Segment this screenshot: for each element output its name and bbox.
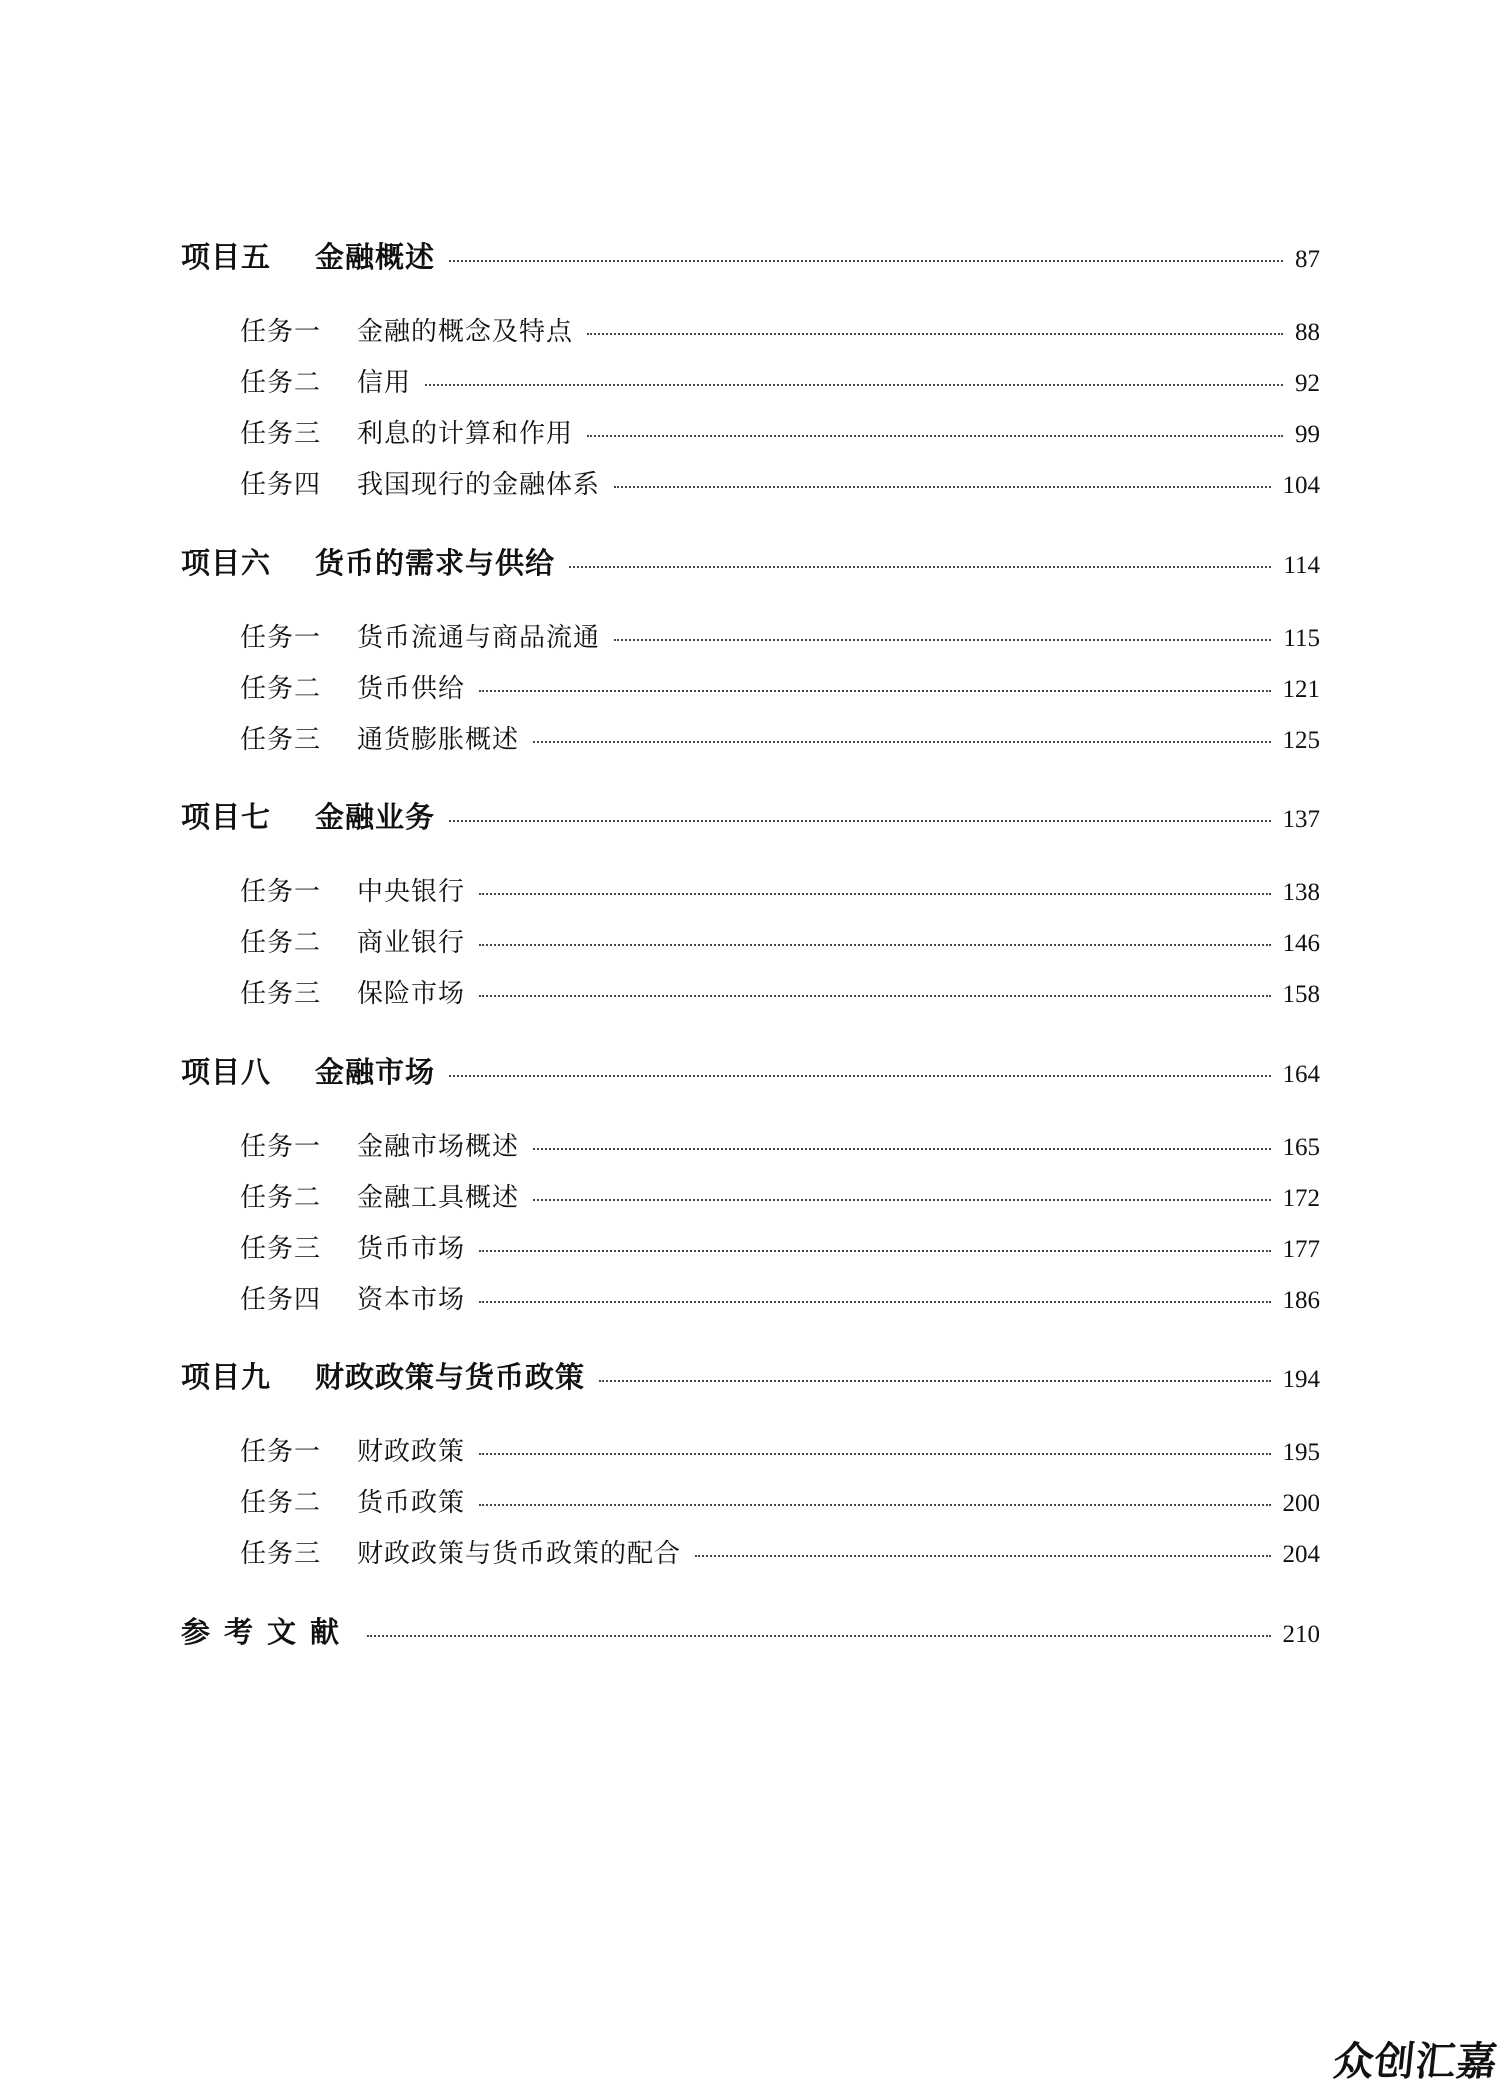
task-label: 任务二 — [240, 1183, 322, 1213]
toc-task-row[interactable] — [240, 1236, 1320, 1262]
dot-leader — [479, 1453, 1270, 1455]
task-label: 任务一 — [240, 877, 322, 907]
task-title: 金融市场概述 — [357, 1132, 520, 1162]
page-number: 195 — [1282, 1439, 1320, 1466]
toc-task-row[interactable] — [240, 981, 1320, 1007]
project-title: 金融市场 — [315, 1055, 436, 1089]
toc-task-row[interactable] — [240, 1439, 1320, 1465]
page-number: 99 — [1295, 421, 1320, 448]
task-title: 利息的计算和作用 — [357, 419, 574, 449]
project-title: 金融概述 — [315, 240, 436, 274]
references-label: 参考文献 — [181, 1615, 354, 1649]
page-number: 138 — [1282, 879, 1320, 906]
task-title: 货币流通与商品流通 — [357, 623, 601, 653]
dot-leader — [599, 1380, 1270, 1382]
task-label: 任务一 — [240, 1132, 322, 1162]
dot-leader — [479, 944, 1270, 946]
task-label: 任务二 — [240, 368, 322, 398]
watermark-logo: 众创汇嘉 — [1331, 2039, 1501, 2085]
dot-leader — [479, 893, 1270, 895]
task-title: 商业银行 — [357, 928, 466, 958]
toc-task-row[interactable] — [240, 879, 1320, 905]
project-label: 项目五 — [181, 240, 272, 274]
dot-leader — [449, 820, 1270, 822]
task-title: 财政政策与货币政策的配合 — [357, 1539, 682, 1569]
task-label: 任务二 — [240, 674, 322, 704]
task-label: 任务二 — [240, 1488, 322, 1518]
project-label: 项目七 — [181, 800, 272, 834]
toc-task-row[interactable] — [240, 1185, 1320, 1211]
dot-leader — [367, 1635, 1270, 1637]
page-number: 137 — [1282, 806, 1320, 833]
toc-task-row[interactable] — [240, 370, 1320, 396]
task-title: 保险市场 — [357, 979, 466, 1009]
project-label: 项目六 — [181, 546, 272, 580]
task-title: 货币政策 — [357, 1488, 466, 1518]
dot-leader — [614, 486, 1270, 488]
task-label: 任务一 — [240, 623, 322, 653]
page-number: 125 — [1282, 727, 1320, 754]
task-label: 任务三 — [240, 1234, 322, 1264]
page-number: 88 — [1295, 319, 1320, 346]
dot-leader — [479, 1301, 1270, 1303]
page-number: 200 — [1282, 1490, 1320, 1517]
page-number: 177 — [1282, 1236, 1320, 1263]
task-title: 通货膨胀概述 — [357, 725, 520, 755]
dot-leader — [569, 566, 1271, 568]
dot-leader — [695, 1555, 1270, 1557]
toc-project-row[interactable] — [181, 1055, 1320, 1089]
task-label: 任务三 — [240, 1539, 322, 1569]
task-title: 金融的概念及特点 — [357, 317, 574, 347]
toc-task-row[interactable] — [240, 421, 1320, 447]
task-label: 任务四 — [240, 470, 322, 500]
task-title: 我国现行的金融体系 — [357, 470, 601, 500]
toc-references-row[interactable] — [181, 1615, 1320, 1649]
dot-leader — [449, 260, 1283, 262]
task-label: 任务二 — [240, 928, 322, 958]
dot-leader — [479, 1250, 1270, 1252]
dot-leader — [533, 1148, 1270, 1150]
page-number: 114 — [1283, 552, 1320, 579]
task-title: 信用 — [357, 368, 412, 398]
page-number: 158 — [1282, 981, 1320, 1008]
dot-leader — [614, 639, 1271, 641]
task-label: 任务一 — [240, 317, 322, 347]
page-number: 165 — [1282, 1134, 1320, 1161]
task-title: 财政政策 — [357, 1437, 466, 1467]
dot-leader — [587, 333, 1283, 335]
toc-task-row[interactable] — [240, 1541, 1320, 1567]
toc-project-row[interactable] — [181, 240, 1320, 274]
dot-leader — [479, 1504, 1270, 1506]
project-title: 货币的需求与供给 — [315, 546, 556, 580]
project-label: 项目九 — [181, 1360, 272, 1394]
task-label: 任务三 — [240, 979, 322, 1009]
toc-task-row[interactable] — [240, 472, 1320, 498]
page-number: 92 — [1295, 370, 1320, 397]
page-number: 115 — [1283, 625, 1320, 652]
task-title: 货币市场 — [357, 1234, 466, 1264]
toc-project-row[interactable] — [181, 1360, 1320, 1394]
task-label: 任务三 — [240, 725, 322, 755]
toc-task-row[interactable] — [240, 727, 1320, 753]
dot-leader — [425, 384, 1283, 386]
dot-leader — [479, 690, 1270, 692]
task-label: 任务三 — [240, 419, 322, 449]
toc-task-row[interactable] — [240, 676, 1320, 702]
task-label: 任务四 — [240, 1285, 322, 1315]
page-number: 210 — [1282, 1621, 1320, 1648]
dot-leader — [533, 741, 1270, 743]
toc-task-row[interactable] — [240, 930, 1320, 956]
dot-leader — [449, 1075, 1270, 1077]
toc-task-row[interactable] — [240, 1287, 1320, 1313]
page-number: 186 — [1282, 1287, 1320, 1314]
dot-leader — [533, 1199, 1270, 1201]
project-label: 项目八 — [181, 1055, 272, 1089]
page-number: 172 — [1282, 1185, 1320, 1212]
page-number: 146 — [1282, 930, 1320, 957]
toc-task-row[interactable] — [240, 625, 1320, 651]
page-number: 104 — [1282, 472, 1320, 499]
dot-leader — [587, 435, 1283, 437]
toc-project-row[interactable] — [181, 546, 1320, 580]
page-number: 204 — [1282, 1541, 1320, 1568]
toc-task-row[interactable] — [240, 319, 1320, 345]
task-title: 资本市场 — [357, 1285, 466, 1315]
project-title: 财政政策与货币政策 — [315, 1360, 586, 1394]
page-number: 121 — [1282, 676, 1320, 703]
dot-leader — [479, 995, 1270, 997]
project-title: 金融业务 — [315, 800, 436, 834]
toc-project-row[interactable] — [181, 800, 1320, 834]
task-title: 金融工具概述 — [357, 1183, 520, 1213]
task-title: 中央银行 — [357, 877, 466, 907]
page-number: 87 — [1295, 246, 1320, 273]
task-label: 任务一 — [240, 1437, 322, 1467]
page-number: 194 — [1282, 1366, 1320, 1393]
task-title: 货币供给 — [357, 674, 466, 704]
page-number: 164 — [1282, 1061, 1320, 1088]
toc-task-row[interactable] — [240, 1134, 1320, 1160]
toc-task-row[interactable] — [240, 1490, 1320, 1516]
